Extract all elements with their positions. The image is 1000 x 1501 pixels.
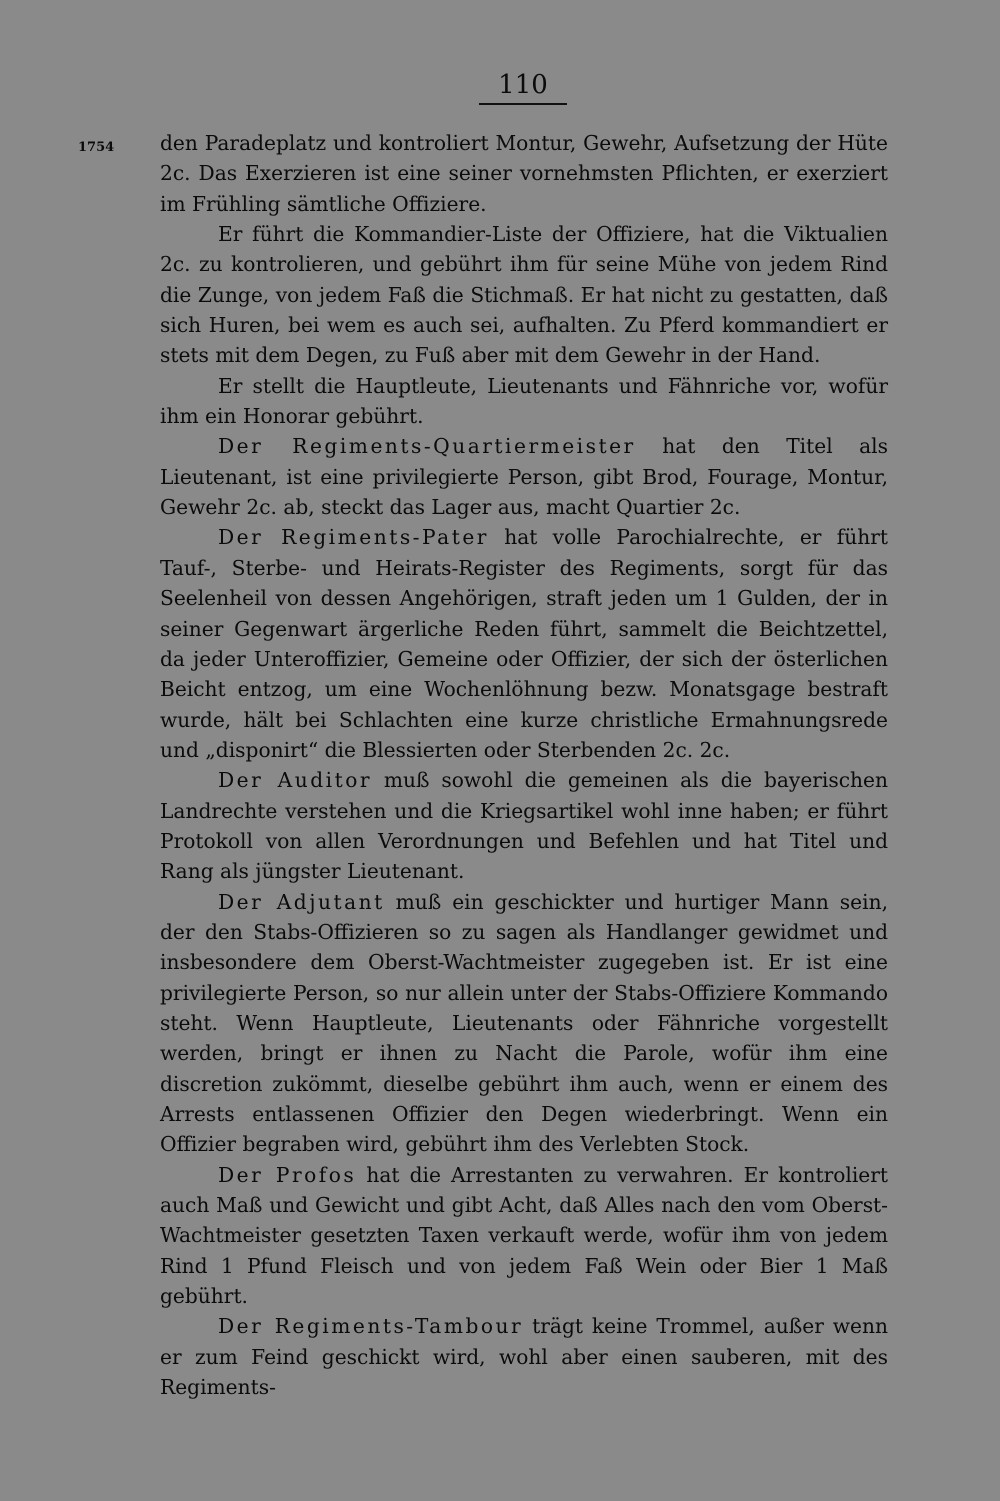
paragraph-profos bbox=[160, 1160, 888, 1312]
paragraph-quartiermeister bbox=[160, 431, 888, 522]
paragraph-text: muß ein geschickter und hurtiger Mann sein, der den Stabs-Offizieren so zu sagen als Handlanger gewidmet und insbesondere dem Oberst-Wachtmeister zugegeben ist. Er ist eine privilegierte Person, so nur allein unter der Stabs-Offiziere Kommando steht. Wenn Hauptleute, Lieutenants oder Fähnriche vorgestellt werden, bringt er ihnen zu Nacht die Parole, wofür ihm eine discretion zukömmt, dieselbe gebührt ihm auch, wenn er einem des Arrests entlassenen Offizier den Degen wiederbringt. Wenn ein Offizier begraben wird, gebührt ihm des Verlebten Stock. bbox=[160, 889, 888, 1157]
paragraph-lead: Der Profos bbox=[218, 1162, 357, 1187]
paragraph-2 bbox=[160, 219, 888, 371]
paragraph-tambour bbox=[160, 1311, 888, 1402]
page-number: 110 bbox=[498, 70, 548, 100]
paragraph-text: hat den Titel als Lieutenant, ist eine privilegierte Person, gibt Brod, Fourage, Montur, Gewehr 2c. ab, steckt das Lager aus, macht Quartier 2c. bbox=[160, 434, 888, 520]
paragraph-text: Er stellt die Hauptleute, Lieutenants und Fähnriche vor, wofür ihm ein Honorar gebührt. bbox=[160, 373, 888, 429]
margin-year: 1754 bbox=[78, 140, 115, 155]
paragraph-pater bbox=[160, 522, 888, 765]
paragraph-text: muß sowohl die gemeinen als die bayerischen Landrechte verstehen und die Kriegsartikel wohl inne haben; er führt Protokoll von allen Verordnungen und Befehlen und hat Titel und Rang als jüngster Lieutenant. bbox=[160, 768, 889, 884]
paragraph-text: hat volle Parochialrechte, er führt Tauf-, Sterbe- und Heirats-Register des Regiments, sorgt für das Seelenheil von dessen Angehörigen, straft jeden um 1 Gulden, der in seiner Gegenwart ärgerliche Reden führt, sammelt die Beichtzettel, da jeder Unteroffizier, Gemeine oder Offizier, der sich der österlichen Beicht entzog, um eine Wochenlöhnung bezw. Monatsgage bestraft wurde, hält bei Schlachten eine kurze christliche Ermahnungsrede und „disponirt“ die Blessierten oder Sterbenden 2c. 2c. bbox=[160, 525, 888, 762]
paragraph-lead: Der Regiments-Tambour bbox=[218, 1314, 524, 1339]
paragraph-adjutant bbox=[160, 887, 888, 1160]
paragraph-1 bbox=[160, 128, 888, 219]
paragraph-text: trägt keine Trommel, außer wenn er zum Feind geschickt wird, wohl aber einen sauberen, mit des Regiments- bbox=[160, 1314, 888, 1400]
page-number-rule bbox=[479, 103, 567, 105]
paragraph-text: den Paradeplatz und kontroliert Montur, Gewehr, Aufsetzung der Hüte 2c. Das Exerzieren ist eine seiner vornehmsten Pflichten, er exerziert im Frühling sämtliche Offiziere. bbox=[160, 131, 888, 216]
paragraph-auditor bbox=[160, 765, 888, 886]
paragraph-text: Er führt die Kommandier-Liste der Offiziere, hat die Viktualien 2c. zu kontrolieren, und gebührt ihm für seine Mühe von jedem Rind die Zunge, von jedem Faß die Stichmaß. Er hat nicht zu gestatten, daß sich Huren, bei wem es auch sei, aufhalten. Zu Pferd kommandiert er stets mit dem Degen, zu Fuß aber mit dem Gewehr in der Hand. bbox=[160, 222, 888, 368]
body-text bbox=[160, 128, 888, 1402]
paragraph-3 bbox=[160, 371, 888, 432]
paragraph-lead: Der Regiments-Quartiermeister bbox=[218, 434, 636, 459]
paragraph-text: hat die Arrestanten zu verwahren. Er kontroliert auch Maß und Gewicht und gibt Acht, daß Alles nach den vom Oberst-Wachtmeister gesetzten Taxen verkauft werde, wofür ihm von jedem Rind 1 Pfund Fleisch und von jedem Faß Wein oder Bier 1 Maß gebührt. bbox=[160, 1162, 889, 1309]
paragraph-lead: Der Auditor bbox=[218, 768, 373, 793]
paragraph-lead: Der Adjutant bbox=[218, 889, 385, 914]
paragraph-lead: Der Regiments-Pater bbox=[218, 525, 489, 550]
